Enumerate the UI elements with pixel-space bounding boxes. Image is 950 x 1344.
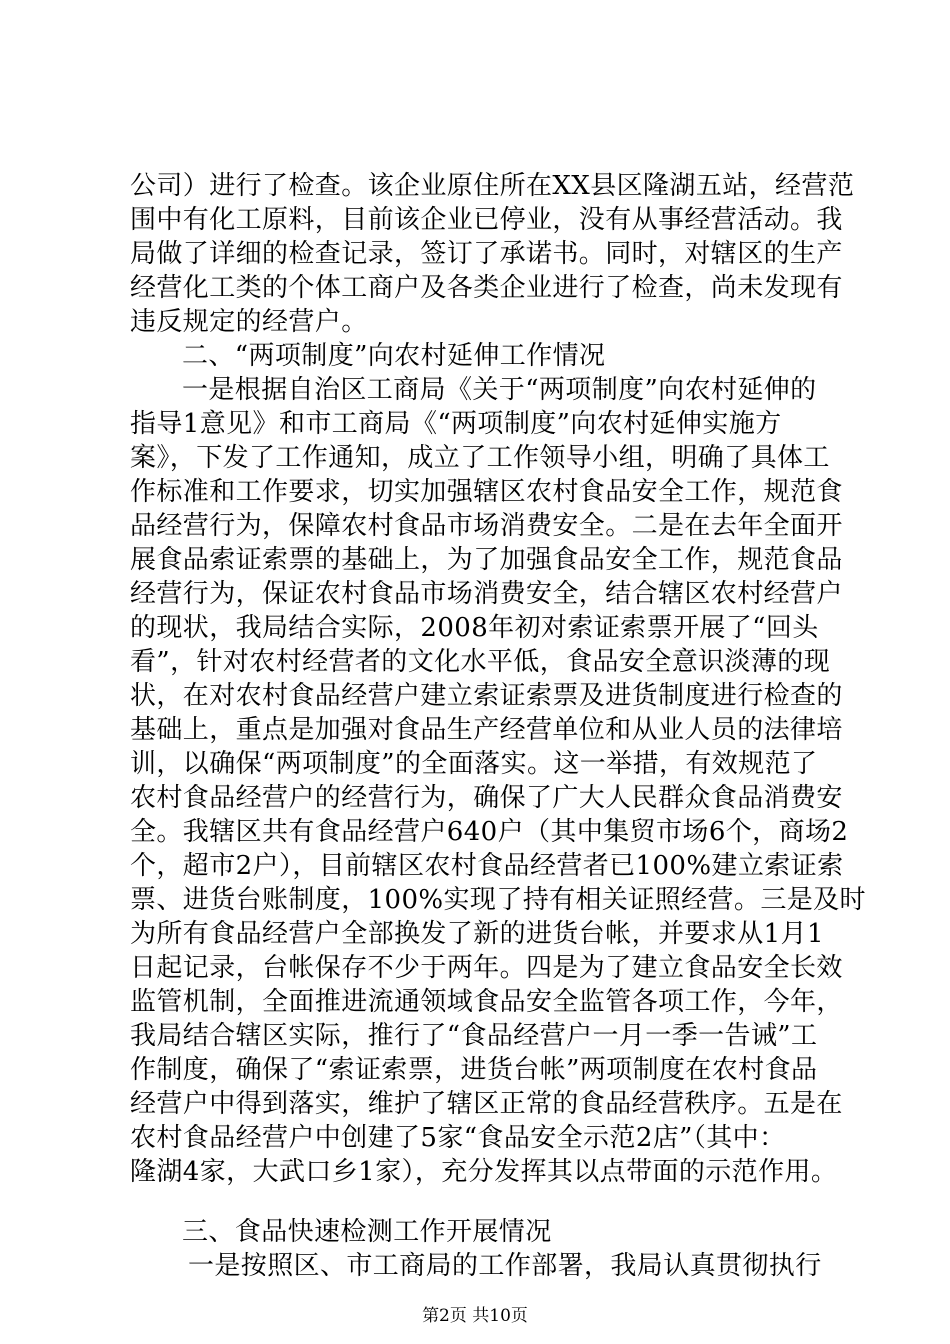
text-line: 经营化工类的个体工商户及各类企业进行了检查，尚未发现有 bbox=[130, 273, 843, 303]
text-line: 农村食品经营户的经营行为，确保了广大人民群众食品消费安 bbox=[130, 783, 843, 813]
text-line: 状，在对农村食品经营户建立索证索票及进货制度进行检查的 bbox=[130, 681, 843, 711]
text-line: 违反规定的经营户。 bbox=[130, 307, 368, 337]
paragraph-start: 一是按照区、市工商局的工作部署，我局认真贯彻执行 bbox=[188, 1251, 822, 1281]
text-line: 经营行为，保证农村食品市场消费安全，结合辖区农村经营户 bbox=[130, 579, 843, 609]
text-line: 我局结合辖区实际，推行了“食品经营户一月一季一告诫”工 bbox=[130, 1021, 818, 1051]
text-line: 日起记录，台帐保存不少于两年。四是为了建立食品安全长效 bbox=[130, 953, 843, 983]
text-line: 作标准和工作要求，切实加强辖区农村食品安全工作，规范食 bbox=[130, 477, 843, 507]
text-line: 监管机制，全面推进流通领域食品安全监管各项工作，今年， bbox=[130, 987, 843, 1017]
text-line: 公司）进行了检查。该企业原住所在XX县区隆湖五站，经营范 bbox=[130, 171, 855, 201]
text-line: 作制度，确保了“索证索票，进货台帐”两项制度在农村食品 bbox=[130, 1055, 818, 1085]
text-line: 品经营行为，保障农村食品市场消费安全。二是在去年全面开 bbox=[130, 511, 843, 541]
text-line: 全。我辖区共有食品经营户640户（其中集贸市场6个，商场2 bbox=[130, 817, 849, 847]
text-line: 展食品索证索票的基础上，为了加强食品安全工作，规范食品 bbox=[130, 545, 843, 575]
text-line: 看”，针对农村经营者的文化水平低，食品安全意识淡薄的现 bbox=[130, 647, 831, 677]
text-line: 个，超市2户），目前辖区农村食品经营者已100%建立索证索 bbox=[130, 851, 844, 881]
text-line: 案》，下发了工作通知，成立了工作领导小组，明确了具体工 bbox=[130, 443, 830, 473]
text-line: 围中有化工原料，目前该企业已停业，没有从事经营活动。我 bbox=[130, 205, 843, 235]
text-line: 隆湖4家，大武口乡1家），充分发挥其以点带面的示范作用。 bbox=[130, 1157, 838, 1187]
section-heading: 二、“两项制度”向农村延伸工作情况 bbox=[182, 341, 606, 371]
section-heading: 三、食品快速检测工作开展情况 bbox=[182, 1217, 552, 1247]
text-line: 基础上，重点是加强对食品生产经营单位和从业人员的法律培 bbox=[130, 715, 843, 745]
text-line: 训，以确保“两项制度”的全面落实。这一举措，有效规范了 bbox=[130, 749, 818, 779]
text-line: 为所有食品经营户全部换发了新的进货台帐，并要求从1月1 bbox=[130, 919, 824, 949]
text-line: 经营户中得到落实，维护了辖区正常的食品经营秩序。五是在 bbox=[130, 1089, 843, 1119]
text-line: 的现状，我局结合实际，2008年初对索证索票开展了“回头 bbox=[130, 613, 819, 643]
page-footer: 第2页 共10页 bbox=[422, 1306, 528, 1326]
text-line: 农村食品经营户中创建了5家“食品安全示范2店”（其中： bbox=[130, 1123, 786, 1153]
text-line: 局做了详细的检查记录，签订了承诺书。同时，对辖区的生产 bbox=[130, 239, 843, 269]
text-line: 指导1意见》和市工商局《“两项制度”向农村延伸实施方 bbox=[130, 409, 782, 439]
text-line: 票、进货台账制度，100%实现了持有相关证照经营。三是及时 bbox=[130, 885, 866, 915]
paragraph-start: 一是根据自治区工商局《关于“两项制度”向农村延伸的 bbox=[182, 375, 817, 405]
